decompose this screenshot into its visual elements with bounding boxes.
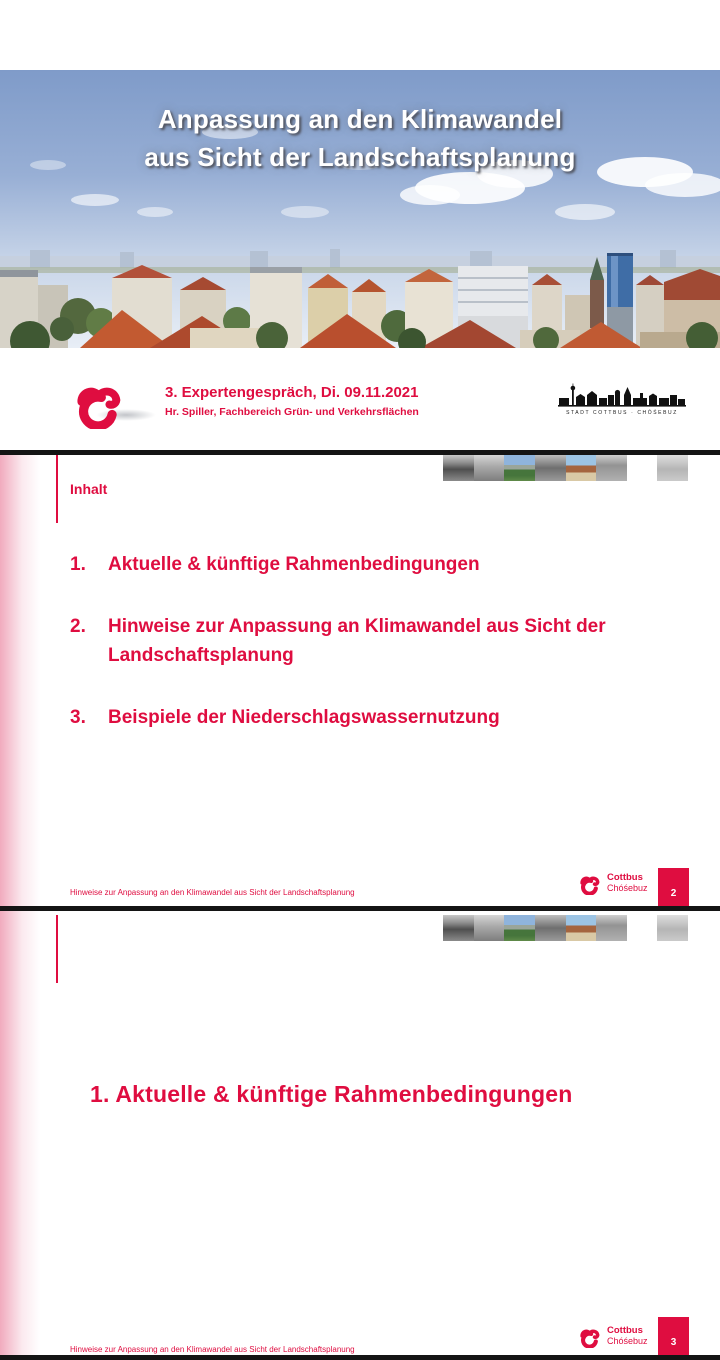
accent-vertical-line [56, 455, 58, 523]
table-of-contents [70, 550, 650, 765]
stadt-cottbus-skyline-logo [556, 383, 688, 416]
slide-2-inhalt [0, 455, 720, 906]
cottbus-smile-icon [70, 372, 126, 430]
photo-strip-tile [596, 455, 627, 481]
photo-strip-tile [504, 455, 535, 481]
page-number-badge: 3 [658, 1317, 689, 1355]
footer-logo-name: Cottbus [607, 1324, 643, 1336]
photo-strip-tile [627, 455, 658, 481]
photo-strip-tile [596, 915, 627, 941]
cottbus-footer-logo [577, 1322, 648, 1349]
footer-logo-text [607, 873, 648, 893]
cottbus-smile-icon [577, 869, 602, 896]
left-pink-strip [0, 911, 40, 1355]
section-heading: 1. Aktuelle & künftige Rahmenbedingungen [90, 1081, 573, 1107]
event-title: 3. Expertengespräch, Di. 09.11.2021 [165, 384, 419, 401]
photo-strip-tile [566, 915, 597, 941]
title-line-1: Anpassung an den Klimawandel [157, 104, 563, 134]
photo-strip-tile [627, 915, 658, 941]
toc-item-3 [70, 703, 650, 732]
photo-strip-tile [566, 455, 597, 481]
toc-item-text: Beispiele der Niederschlagswassernutzung [108, 707, 500, 728]
page-number-badge: 2 [658, 868, 689, 906]
bottom-edge-line [0, 1355, 720, 1360]
cottbus-smile-icon [577, 1322, 602, 1349]
skyline-silhouette-icon [556, 383, 688, 409]
photo-strip [443, 915, 688, 941]
footer-logo-name: Cottbus [607, 871, 643, 883]
toc-item-text: Hinweise zur Anpassung an Klimawandel aus Sicht der Landschaftsplanung [108, 616, 606, 666]
footer-title: Hinweise zur Anpassung an den Klimawandel aus Sicht der Landschaftsplanung [70, 888, 355, 897]
skyline-caption: STADT COTTBUS · CHÓŚEBUZ [566, 410, 678, 416]
footer-logo-text [607, 1326, 648, 1346]
footer-logo-name-sorbian: Chóśebuz [607, 1335, 648, 1346]
toc-item-1 [70, 550, 650, 579]
photo-strip-tile [504, 915, 535, 941]
event-subtitle: Hr. Spiller, Fachbereich Grün- und Verkehrsflächen [165, 406, 419, 418]
cottbus-cityscape-photo [0, 70, 720, 348]
slide-heading: Inhalt [70, 481, 108, 497]
photo-strip [443, 455, 688, 481]
presentation-title [0, 100, 720, 176]
toc-item-number: 1. [70, 554, 86, 575]
slide-1-title [0, 0, 720, 450]
toc-item-text: Aktuelle & künftige Rahmenbedingungen [108, 554, 480, 575]
slide-3-section [0, 911, 720, 1355]
photo-strip-tile [657, 915, 688, 941]
photo-strip-tile [474, 455, 505, 481]
photo-strip-tile [535, 455, 566, 481]
photo-strip-tile [474, 915, 505, 941]
accent-vertical-line [56, 915, 58, 983]
photo-strip-tile [657, 455, 688, 481]
photo-strip-tile [443, 915, 474, 941]
toc-item-number: 3. [70, 707, 86, 728]
cottbus-footer-logo [577, 869, 648, 896]
photo-strip-tile [535, 915, 566, 941]
footer-logo-name-sorbian: Chóśebuz [607, 882, 648, 893]
left-pink-strip [0, 455, 40, 906]
event-info [165, 384, 419, 418]
toc-item-2 [70, 612, 650, 670]
title-line-2: aus Sicht der Landschaftsplanung [144, 142, 576, 172]
photo-strip-tile [443, 455, 474, 481]
footer-title: Hinweise zur Anpassung an den Klimawandel aus Sicht der Landschaftsplanung [70, 1345, 355, 1354]
toc-item-number: 2. [70, 616, 86, 637]
